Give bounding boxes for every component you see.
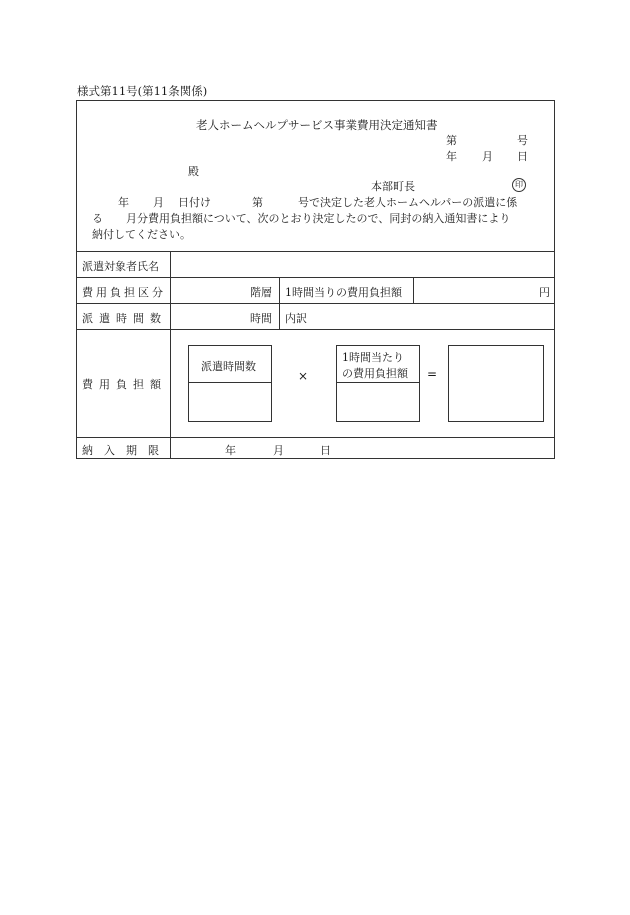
label-column-divider	[170, 251, 171, 459]
hourly-cost-divider	[413, 277, 414, 303]
hours-box-label: 派遣時間数	[201, 360, 256, 373]
notice-no-prefix: 第	[446, 134, 457, 147]
row-line-3	[76, 329, 555, 330]
rate-box-label-line2: の費用負担額	[342, 367, 408, 380]
hours-unit: 時間	[250, 312, 272, 325]
issuer-name: 本部町長	[371, 180, 415, 193]
due-day: 日	[320, 444, 331, 457]
body-year: 年	[118, 196, 129, 209]
times-sign: ×	[298, 369, 309, 383]
body-line2-rest: 月分費用負担額について、次のとおり決定したので、同封の納入通知書により	[126, 212, 511, 225]
notice-no-suffix: 号	[517, 134, 528, 147]
hours-box-divider	[188, 382, 272, 383]
result-box	[448, 345, 544, 422]
table-top-line	[76, 251, 555, 252]
rate-box-divider	[336, 382, 420, 383]
hourly-cost-label: 1時間当りの費用負担額	[285, 286, 402, 299]
form-number-label: 様式第11号(第11条関係)	[77, 84, 208, 98]
row-line-4	[76, 437, 555, 438]
dispatch-hours-label: 派遣時間数	[82, 312, 167, 325]
due-year: 年	[225, 444, 236, 457]
due-month: 月	[273, 444, 284, 457]
notice-title: 老人ホームヘルプサービス事業費用決定通知書	[196, 118, 438, 132]
cost-amount-label: 費用負担額	[82, 378, 167, 391]
hours-calc-box	[188, 345, 272, 422]
row-line-1	[76, 277, 555, 278]
body-dated: 日付け	[178, 196, 211, 209]
breakdown-label: 内訳	[285, 312, 307, 325]
body-month: 月	[153, 196, 164, 209]
addressee-suffix: 殿	[188, 165, 199, 178]
yen-unit: 円	[539, 286, 550, 299]
body-ru: る	[92, 212, 103, 225]
tier-unit: 階層	[250, 286, 272, 299]
notice-date-day: 日	[517, 150, 528, 163]
row-line-2	[76, 303, 555, 304]
subject-name-label: 派遣対象者氏名	[82, 260, 159, 273]
rate-box-label-line1: 1時間当たり	[342, 351, 404, 364]
equals-sign: =	[427, 367, 438, 381]
due-label: 納入期限	[82, 444, 170, 457]
body-no: 第	[252, 196, 263, 209]
cost-category-label: 費用負担区分	[82, 286, 166, 299]
notice-date-month: 月	[482, 150, 493, 163]
notice-date-year: 年	[446, 150, 457, 163]
body-line1-rest: 号で決定した老人ホームヘルパーの派遣に係	[298, 196, 518, 209]
body-line3: 納付してください。	[92, 228, 191, 241]
tier-divider	[279, 277, 280, 329]
seal-mark: 印	[512, 178, 526, 192]
